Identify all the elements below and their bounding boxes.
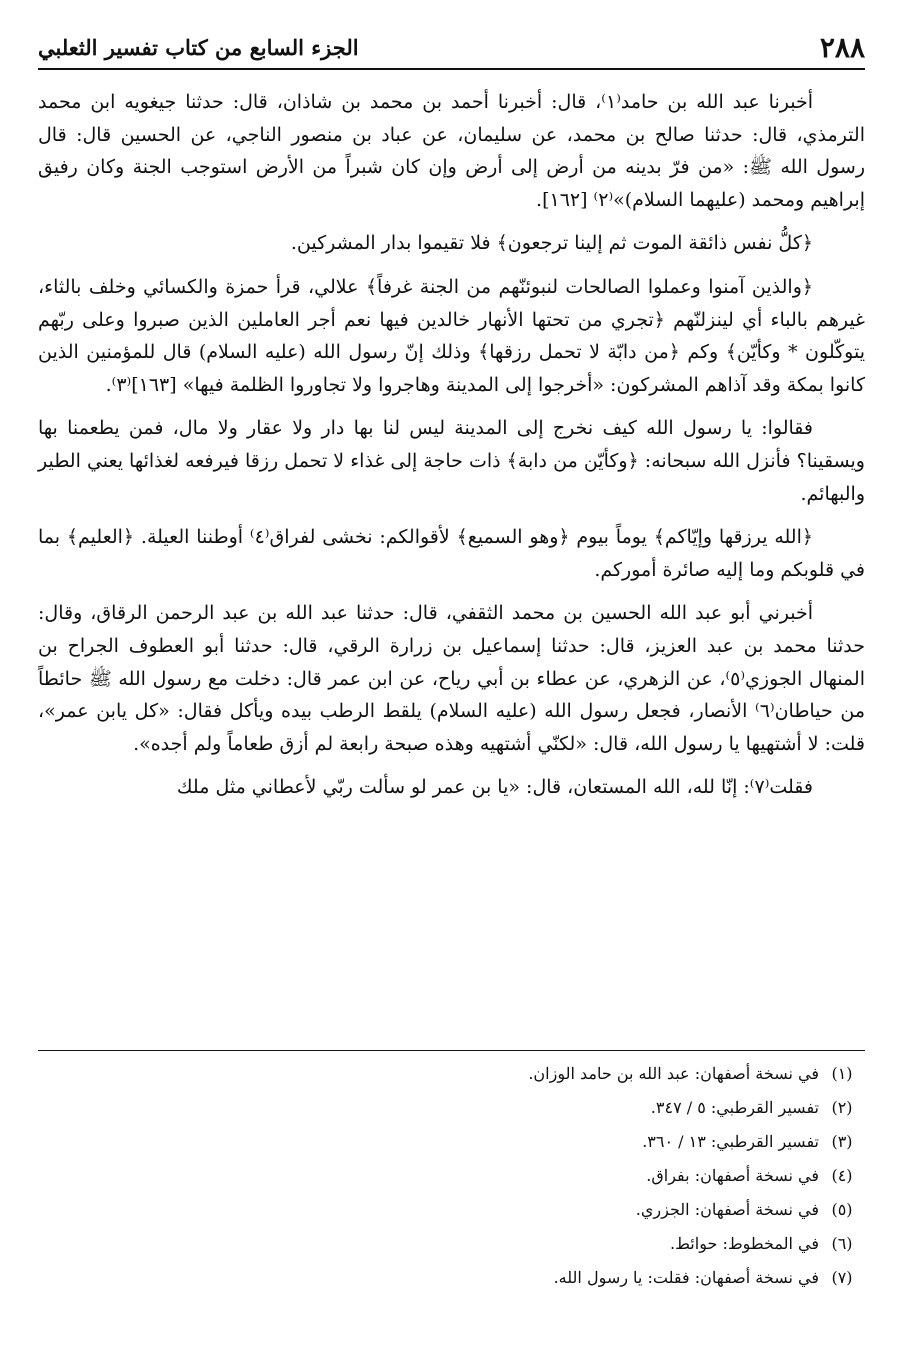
paragraph: ﴿الله يرزقها وإيّاكم﴾ يوماً بيوم ﴿وهو السميع﴾ لأقوالكم: نخشى لفراق⁽٤⁾ أوطننا العيلة. ﴿العليم﴾ بما في قلوبكم وما إليه صائرة أموركم. [38,526,865,581]
footnote-item [38,1125,865,1159]
footnote-item [38,1261,865,1295]
footnote-item [38,1057,865,1091]
footnote-number: (٤) [831,1166,853,1185]
footnote-number: (٣) [831,1132,853,1151]
footnote-item [38,1227,865,1261]
footnote-text: في نسخة أصفهان: فقلت: يا رسول الله. [553,1268,819,1287]
footnote-text: في نسخة أصفهان: عبد الله بن حامد الوزان. [528,1064,819,1083]
footnote-number: (٥) [831,1200,853,1219]
main-text [38,86,865,815]
paragraph: فقالوا: يا رسول الله كيف نخرج إلى المدينة ليس لنا بها دار ولا عقار ولا مال، فمن يطعمنا بها ويسقينا؟ فأنزل الله سبحانه: ﴿وكأيّن من دابة﴾ ذات حاجة إلى غذاء لا تحمل رزقا فيرفعه لغذائها يعني الطير والبهائم. [38,417,865,505]
footnote-item [38,1159,865,1193]
footnote-item [38,1091,865,1125]
footnotes-section [38,1050,865,1295]
paragraph: أخبرني أبو عبد الله الحسين بن محمد الثقفي، قال: حدثنا عبد الله بن عبد الرحمن الرقاق، وقال: حدثنا محمد بن عبد العزيز، قال: حدثنا إسماعيل بن زرارة الرقي، قال: حدثنا أبو العطوف الجراح بن المنهال الجوزي⁽٥⁾، عن الزهري، عن عطاء بن أبي رياح، عن ابن عمر قال: دخلت مع رسول الله ﷺ حائطاً من حياطان⁽٦⁾ الأنصار، فجعل رسول الله (عليه السلام) يلقط الرطب بيده ويأكل فقال: «كل يابن عمر»، قلت: لا أشتهيها يا رسول الله، قال: «لكنّي أشتهيه وهذه صبحة رابعة لم أزق طعاماً ولم أجده». [38,602,865,755]
footnote-item [38,1193,865,1227]
footnote-number: (٧) [831,1268,853,1287]
footnote-number: (٦) [831,1234,853,1253]
footnote-number: (١) [831,1064,853,1083]
paragraph: فقلت⁽٧⁾: إنّا لله، الله المستعان، قال: «يا بن عمر لو سألت ربّي لأعطاني مثل ملك [176,776,813,799]
paragraph: ﴿كلُّ نفس ذائقة الموت ثم إلينا ترجعون﴾ فلا تقيموا بدار المشركين. [290,232,813,255]
running-title: الجزء السابع من كتاب تفسير الثعلبي [38,35,359,60]
footnote-text: تفسير القرطبي: ١٣ / ٣٦٠. [642,1132,819,1151]
paragraph: أخبرنا عبد الله بن حامد⁽١⁾، قال: أخبرنا أحمد بن محمد بن شاذان، قال: حدثنا جيغويه ابن محمد الترمذي، قال: حدثنا صالح بن محمد، عن سليمان، عن عباد بن منصور الناجي، عن الحسين قال: قال رسول الله ﷺ: «من فرّ بدينه من أرض إلى أرض وإن كان شبراً من الأرض استوجب الجنة وكان رفيق إبراهيم ومحمد (عليهما السلام)»⁽٢⁾ [١٦٢]. [38,91,865,211]
footnote-number: (٢) [831,1098,853,1117]
page-header [38,28,865,70]
footnote-text: في نسخة أصفهان: الجزري. [635,1200,819,1219]
footnote-text: في المخطوط: حوائط. [670,1234,819,1253]
page-number: ٢٨٨ [819,31,865,64]
footnote-text: في نسخة أصفهان: بفراق. [646,1166,819,1185]
paragraph: ﴿والذين آمنوا وعملوا الصالحات لنبوئنّهم من الجنة غرفاً﴾ علالي، قرأ حمزة والكسائي وخلف بالثاء، غيرهم بالباء أي لينزلنّهم ﴿تجري من تحتها الأنهار خالدين فيها نعم أجر العاملين الذين صبروا وعلى ربّهم يتوكّلون * وكأيّن﴾ وكم ﴿من دابّة لا تحمل رزقها﴾ وذلك إنّ رسول الله (عليه السلام) قال للمؤمنين الذين كانوا بمكة وقد آذاهم المشركون: «أخرجوا إلى المدينة وهاجروا ولا تجاوروا الظلمة فيها» [١٦٣]⁽٣⁾. [38,275,865,396]
footnote-text: تفسير القرطبي: ٥ / ٣٤٧. [650,1098,819,1117]
